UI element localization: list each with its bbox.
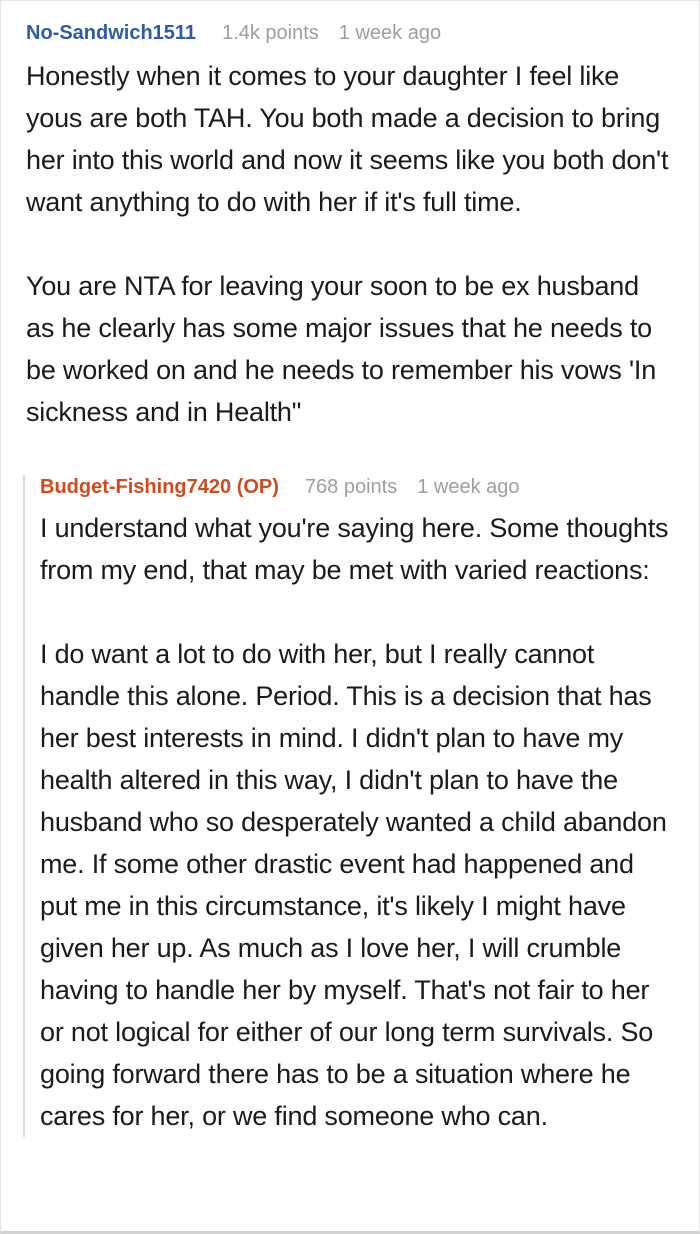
reply-paragraph: I do want a lot to do with her, but I really cannot handle this alone. Period. This is a decision that has her best interests in mind. I didn't plan to have my health altered in this way, I didn't plan to have the husband who so desperately wanted a child abandon me. If some other drastic event had happened and put me in this circumstance, it's likely I might have given her up. As much as I love her, I will crumble having to handle her by myself. That's not fair to her or not logical for either of our long term survivals. So going forward there has to be a situation where he cares for her, or we find someone who can.: [40, 639, 667, 1131]
reply-body: [40, 507, 674, 1137]
reply-points: 768 points: [304, 476, 398, 498]
comment-paragraph: You are NTA for leaving your soon to be ex husband as he clearly has some major issues that he needs to be worked on and he needs to remember his vows 'In sickness and in Health": [26, 271, 657, 427]
comment-header: [26, 21, 674, 45]
reply-comment: [23, 475, 674, 1137]
reply-timestamp: 1 week ago: [417, 476, 520, 498]
comment-body: [26, 55, 674, 433]
comment-points: 1.4k points: [222, 22, 319, 44]
comment-author-link[interactable]: No-Sandwich1511: [26, 22, 197, 44]
comment-timestamp: 1 week ago: [338, 22, 442, 44]
reply-paragraph: I understand what you're saying here. Some thoughts from my end, that may be met with varied reactions:: [40, 513, 669, 585]
comment-top-level: [1, 1, 699, 1137]
reply-header: [40, 475, 674, 499]
comment-paragraph: Honestly when it comes to your daughter I feel like yous are both TAH. You both made a decision to bring her into this world and now it seems like you both don't want anything to do with her if it's full time.: [26, 61, 669, 217]
reply-author-link-op[interactable]: Budget-Fishing7420 (OP): [40, 476, 279, 498]
